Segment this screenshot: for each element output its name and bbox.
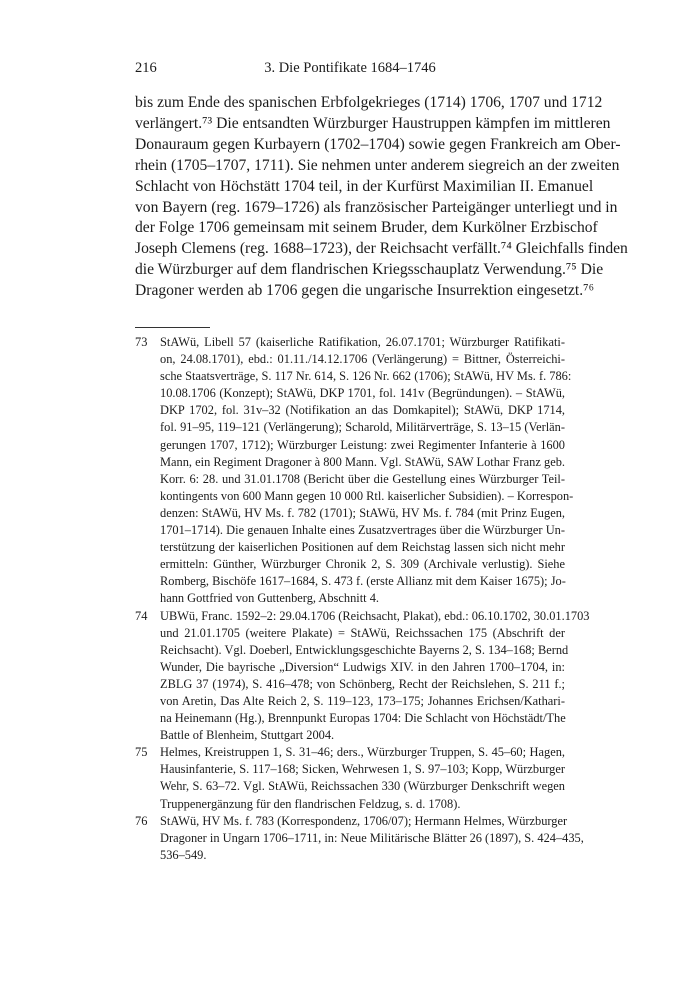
footnote-line: hann Gottfried von Guttenberg, Abschnitt 4. [160, 591, 379, 606]
body-line: rhein (1705–1707, 1711). Sie nehmen unter anderem siegreich an der zweiten [135, 156, 620, 174]
page-number: 216 [135, 60, 157, 76]
body-line: Donauraum gegen Kurbayern (1702–1704) sowie gegen Frankreich am Ober- [135, 135, 621, 153]
footnote-separator [135, 327, 210, 328]
footnote-76 [135, 813, 584, 864]
footnote-line: von Aretin, Das Alte Reich 2, S. 119–123, 173–175; Johannes Erichsen/Kathari- [160, 693, 565, 708]
footnote-75 [135, 744, 565, 812]
footnote-number: 73 [135, 335, 148, 349]
body-line: verlängert.⁷³ Die entsandten Würzburger Haustruppen kämpfen im mittleren [135, 114, 611, 132]
footnote-line: fol. 91–95, 119–121 (Verlängerung); Scharold, Militärverträge, S. 13–15 (Verlän- [160, 420, 565, 435]
footnote-line: Truppenergänzung für den flandrischen Feldzug, s. d. 1708). [160, 796, 461, 811]
footnote-73 [135, 334, 574, 608]
body-line: von Bayern (reg. 1679–1726) als französischer Parteigänger unterliegt und in [135, 198, 618, 216]
footnote-line: Dragoner in Ungarn 1706–1711, in: Neue Militärische Blätter 26 (1897), S. 424–435, [160, 830, 584, 845]
footnote-line: 536–549. [160, 847, 207, 862]
footnote-line: terstützung der kaiserlichen Positionen auf dem Reichstag lassen sich nicht mehr [160, 540, 565, 555]
body-line: der Folge 1706 gemeinsam mit seinem Bruder, dem Kurkölner Erzbischof [135, 219, 598, 237]
footnote-line: DKP 1702, fol. 31v–32 (Notifikation an das Domkapitel); StAWü, DKP 1714, [160, 403, 565, 418]
footnote-line: ermitteln: Günther, Würzburger Chronik 2, S. 309 (Archivale verlustig). Siehe [160, 557, 565, 572]
footnote-line: denzen: StAWü, HV Ms. f. 782 (1701); StAWü, HV Ms. f. 784 (mit Prinz Eugen, [160, 505, 565, 520]
footnote-line: Korr. 6: 28. und 31.01.1708 (Bericht über die Gestellung eines Würzburger Teil- [160, 471, 565, 486]
footnotes [135, 334, 590, 864]
footnote-line: Wunder, Die bayrische „Diversion“ Ludwigs XIV. in den Jahren 1700–1704, in: [160, 659, 565, 674]
footnote-line: StAWü, HV Ms. f. 783 (Korrespondenz, 1706/07); Hermann Helmes, Würzburger [160, 813, 568, 828]
body-line: Joseph Clemens (reg. 1688–1723), der Reichsacht verfällt.⁷⁴ Gleichfalls finden [135, 240, 628, 258]
footnote-line: StAWü, Libell 57 (kaiserliche Ratifikation, 26.07.1701; Würzburger Ratifikati- [160, 335, 565, 349]
footnote-line: 1701–1714). Die genauen Inhalte eines Zusatzvertrages über die Würzburger Un- [160, 523, 565, 538]
footnote-number: 75 [135, 745, 148, 760]
footnote-74 [135, 608, 590, 745]
footnote-line: Mann, ein Regiment Dragoner à 800 Mann. Vgl. StAWü, SAW Lothar Franz geb. [160, 454, 565, 469]
footnote-line: Wehr, S. 63–72. Vgl. StAWü, Reichssachen 330 (Würzburger Denkschrift wegen [160, 779, 565, 794]
footnote-line: na Heinemann (Hg.), Brennpunkt Europas 1704: Die Schlacht von Höchstädt/The [160, 711, 566, 726]
footnote-line: 10.08.1706 (Konzept); StAWü, DKP 1701, fol. 141v (Begründungen). – StAWü, [160, 386, 565, 401]
body-text [135, 93, 628, 302]
footnote-line: Hausinfanterie, S. 117–168; Sicken, Wehrwesen 1, S. 97–103; Kopp, Würzburger [160, 762, 565, 777]
footnote-line: ZBLG 37 (1974), S. 416–478; von Schönberg, Recht der Reichslehen, S. 211 f.; [160, 676, 565, 691]
footnote-number: 76 [135, 813, 148, 828]
body-line: die Würzburger auf dem flandrischen Kriegsschauplatz Verwendung.⁷⁵ Die [135, 261, 604, 279]
footnote-line: und 21.01.1705 (weitere Plakate) = StAWü, Reichssachen 175 (Abschrift der [160, 625, 565, 640]
footnote-line: Helmes, Kreistruppen 1, S. 31–46; ders., Würzburger Truppen, S. 45–60; Hagen, [160, 745, 565, 760]
footnote-line: gerungen 1707, 1712); Würzburger Leistung: zwei Regimenter Infanterie à 1600 [160, 437, 565, 452]
footnote-line: Battle of Blenheim, Stuttgart 2004. [160, 728, 335, 743]
footnote-line: sche Staatsverträge, S. 117 Nr. 614, S. 126 Nr. 662 (1706); StAWü, HV Ms. f. 786: [160, 369, 572, 384]
running-head: 3. Die Pontifikate 1684–1746 [264, 60, 436, 76]
page-header [135, 60, 565, 82]
footnote-line: UBWü, Franc. 1592–2: 29.04.1706 (Reichsacht, Plakat), ebd.: 06.10.1702, 30.01.1703 [160, 608, 590, 623]
footnote-line: kontingents von 600 Mann gegen 10 000 Rtl. kaiserlicher Subsidien). – Korrespon- [160, 488, 574, 503]
footnote-line: on, 24.08.1701), ebd.: 01.11./14.12.1706 (Verlängerung) = Bittner, Österreichi- [160, 352, 565, 367]
footnote-line: Reichsacht). Vgl. Doeberl, Entwicklungsgeschichte Bayerns 2, S. 134–168; Bernd [160, 642, 569, 657]
footnote-line: Romberg, Bischöfe 1617–1684, S. 473 f. (erste Allianz mit dem Kaiser 1675); Jo- [160, 574, 566, 589]
body-line: Schlacht von Höchstätt 1704 teil, in der Kurfürst Maximilian II. Emanuel [135, 177, 594, 195]
body-line: Dragoner werden ab 1706 gegen die ungarische Insurrektion eingesetzt.⁷⁶ [135, 282, 595, 300]
footnote-number: 74 [135, 608, 148, 623]
body-line: bis zum Ende des spanischen Erbfolgekrieges (1714) 1706, 1707 und 1712 [135, 94, 603, 111]
